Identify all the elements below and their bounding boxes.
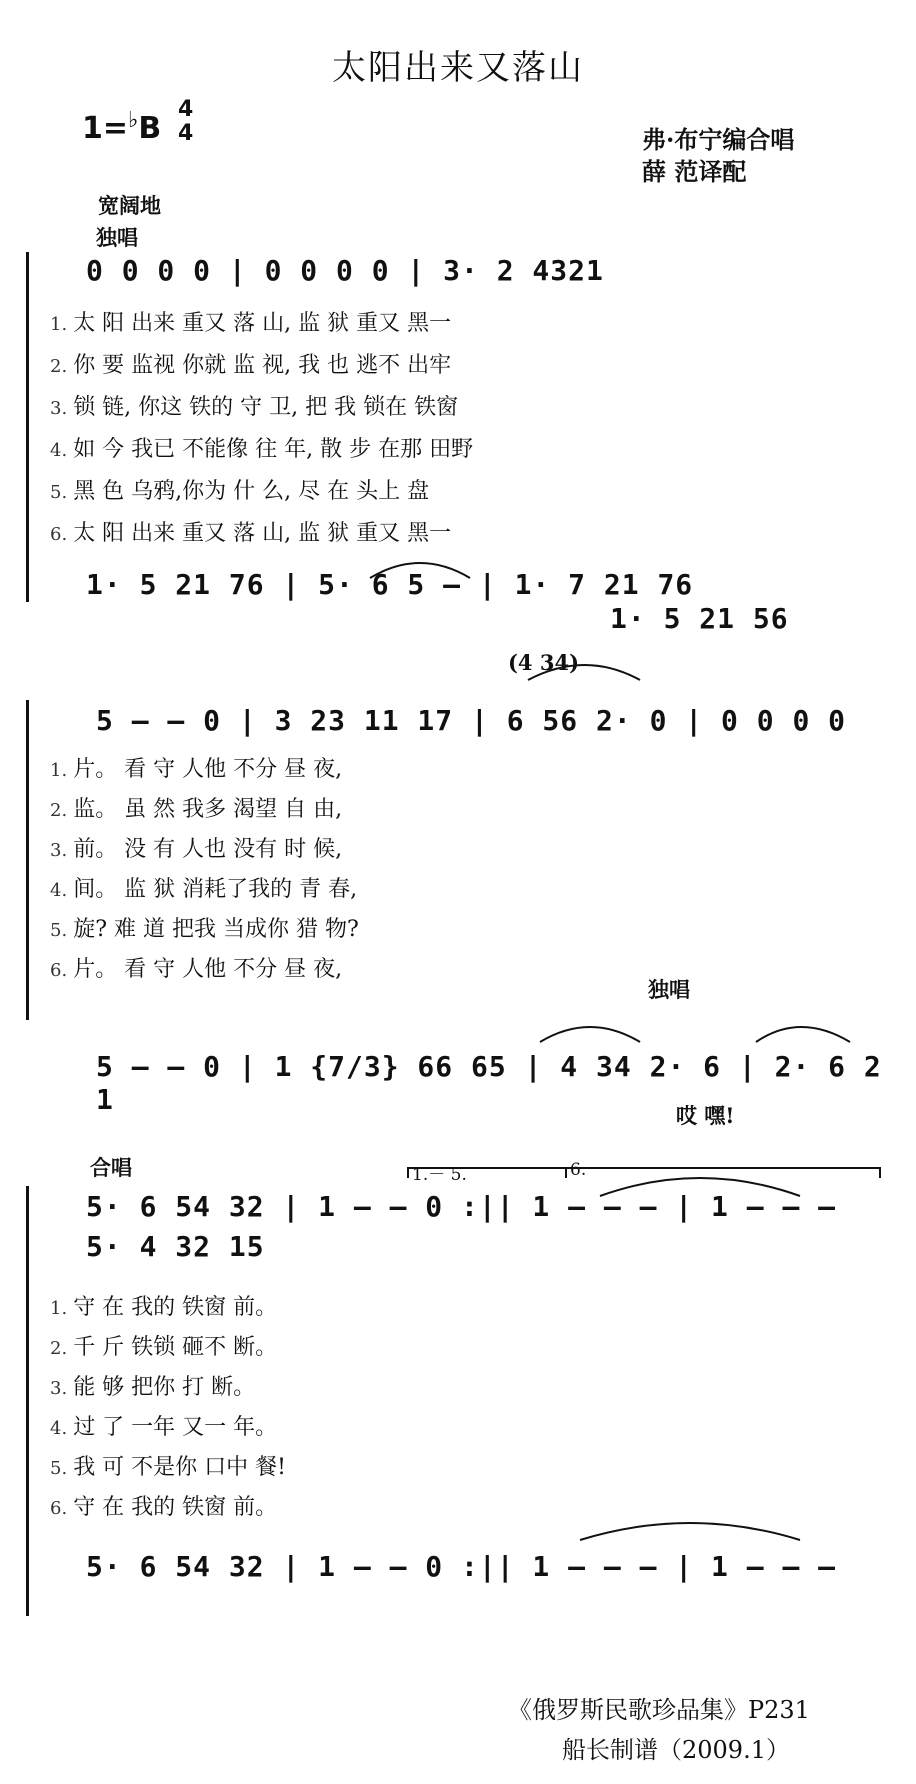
arranger-credit: 弗·布宁编合唱	[642, 125, 795, 154]
verse-number: 1.	[50, 314, 68, 335]
verse-number: 4.	[50, 440, 68, 461]
verse-number: 4.	[50, 1418, 68, 1439]
verse-number: 1.	[50, 1298, 68, 1319]
slur-mark	[600, 1178, 800, 1196]
verse-number: 5.	[50, 482, 68, 503]
system-3-bottom-notes: 5· 6 54 32 | 1 – – 0 :|| 1 – – – | 1 – – –	[86, 1550, 837, 1583]
system-3-top-notes-lower: 5· 4 32 15	[86, 1230, 265, 1263]
verse-number: 2.	[50, 356, 68, 377]
verse-text: 我 可 不是你 口中 餐!	[73, 1455, 287, 1480]
verse-text: 片。 看 守 人他 不分 昼 夜,	[73, 957, 343, 982]
verse-number: 2.	[50, 1338, 68, 1359]
verse-text: 守 在 我的 铁窗 前。	[73, 1495, 278, 1520]
verse-number: 2.	[50, 800, 68, 821]
maker-credit: 船长制谱（2009.1）	[562, 1736, 790, 1764]
verse-text: 如 今 我已 不能像 往 年, 散 步 在那 田野	[73, 437, 474, 462]
verse-number: 6.	[50, 1498, 68, 1519]
solo-label-2: 独唱	[648, 977, 690, 1002]
page-title: 太阳出来又落山	[332, 48, 584, 88]
verse-text: 过 了 一年 又一 年。	[73, 1415, 278, 1440]
source-credit: 《俄罗斯民歌珍品集》P231	[508, 1696, 810, 1724]
verse-number: 5.	[50, 920, 68, 941]
verse-text: 太 阳 出来 重又 落 山, 监 狱 重又 黑一	[73, 311, 452, 336]
flat-sign: ♭	[128, 108, 139, 133]
slur-mark	[580, 1523, 800, 1540]
slur-mark	[528, 665, 640, 680]
verse-number: 6.	[50, 524, 68, 545]
verse-number: 1.	[50, 760, 68, 781]
system-2-bottom-notes: 5 – – 0 | 1 {7/3} 66 65 | 4 34 2· 6 | 2· 6 2 1	[96, 1050, 882, 1116]
key-base: 1=	[82, 111, 129, 146]
chorus-label: 合唱	[90, 1155, 132, 1180]
time-top: 4	[178, 97, 194, 122]
slur-mark	[756, 1027, 850, 1042]
first-ending-label: 1.－ 5.	[412, 1165, 467, 1185]
system-1-bottom-notes: 1· 5 21 76 | 5· 6 5 – | 1· 7 21 76	[86, 568, 694, 601]
verse-number: 3.	[50, 1378, 68, 1399]
expression-mark: 宽阔地	[98, 193, 161, 218]
verse-text: 片。 看 守 人他 不分 昼 夜,	[73, 757, 343, 782]
slur-mark	[370, 563, 470, 578]
system-3-top-notes: 5· 6 54 32 | 1 – – 0 :|| 1 – – – | 1 – – –	[86, 1190, 837, 1223]
verse-number: 5.	[50, 1458, 68, 1479]
solo-label: 独唱	[96, 225, 138, 250]
verse-text: 前。 没 有 人也 没有 时 候,	[73, 837, 343, 862]
system-1-bottom-notes-lower: 1· 5 21 56	[610, 602, 789, 635]
verse-text: 千 斤 铁锁 砸不 断。	[73, 1335, 278, 1360]
verse-text: 黑 色 乌鸦,你为 什 么, 尽 在 头上 盘	[73, 479, 430, 504]
verse-number: 3.	[50, 398, 68, 419]
system-2-top-notes: 5 – – 0 | 3 23 11 17 | 6 56 2· 0 | 0 0 0 0	[96, 704, 847, 737]
verse-text: 太 阳 出来 重又 落 山, 监 狱 重又 黑一	[73, 521, 452, 546]
verse-text: 间。 监 狱 消耗了我的 青 春,	[73, 877, 358, 902]
second-ending-bracket	[566, 1168, 880, 1178]
first-ending-bracket	[408, 1168, 566, 1178]
slur-mark	[540, 1027, 640, 1042]
second-ending-label: 6.	[570, 1160, 587, 1180]
verse-number: 4.	[50, 880, 68, 901]
system-1-top-notes: 0 0 0 0 | 0 0 0 0 | 3· 2 4321	[86, 254, 604, 287]
verse-text: 锁 链, 你这 铁的 守 卫, 把 我 锁在 铁窗	[73, 395, 459, 420]
interjection: 哎 嘿!	[676, 1103, 735, 1128]
time-bottom: 4	[178, 121, 194, 146]
translator-credit: 薛 范译配	[642, 157, 747, 186]
verse-number: 6.	[50, 960, 68, 981]
verse-text: 你 要 监视 你就 监 视, 我 也 逃不 出牢	[73, 353, 452, 378]
verse-text: 守 在 我的 铁窗 前。	[73, 1295, 278, 1320]
verse-text: 监。 虽 然 我多 渴望 自 由,	[73, 797, 343, 822]
verse-text: 能 够 把你 打 断。	[73, 1375, 256, 1400]
verse-number: 3.	[50, 840, 68, 861]
key-note: B	[138, 111, 162, 146]
verse-text: 旋? 难 道 把我 当成你 猎 物?	[73, 917, 359, 942]
alt-notes: (4 34)	[508, 650, 580, 675]
